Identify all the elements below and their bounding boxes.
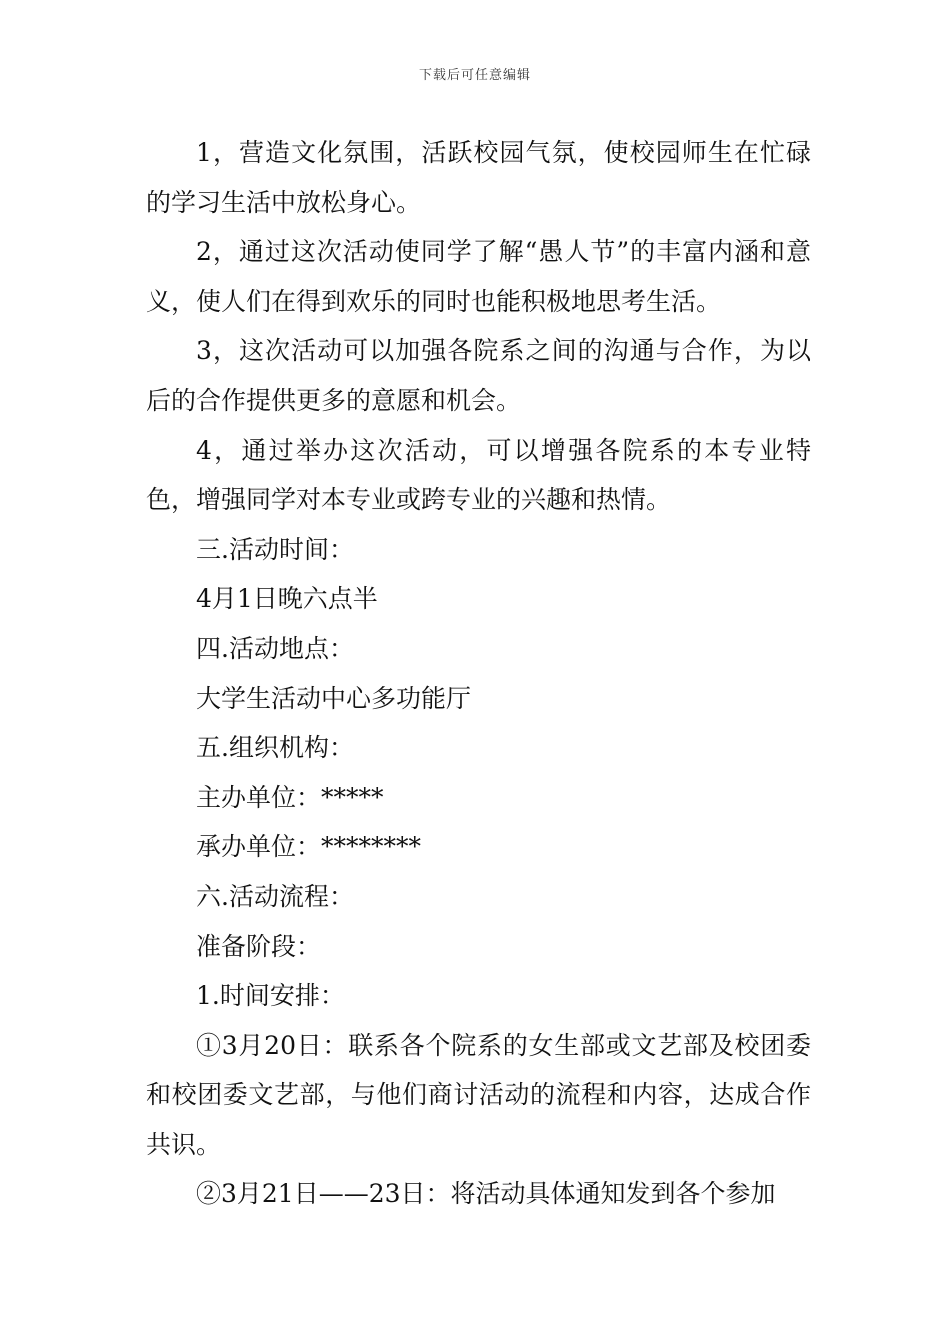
schedule-item-2: ②3月21日——23日：将活动具体通知发到各个参加 bbox=[196, 1179, 776, 1209]
schedule-heading: 1.时间安排： bbox=[196, 981, 345, 1011]
activity-time-text: 4月1日晚六点半 bbox=[196, 584, 378, 614]
document-body bbox=[146, 128, 811, 1219]
organizer-unit-text: 承办单位：******** bbox=[196, 832, 422, 862]
page-header-note: 下载后可任意编辑 bbox=[418, 68, 531, 83]
goal-paragraph-4: 4，通过举办这次活动，可以增强各院系的本专业特色，增强同学对本专业或跨专业的兴趣和热情。 bbox=[146, 435, 811, 515]
section-heading-process: 六.活动流程： bbox=[196, 881, 354, 911]
section-heading-time: 三.活动时间： bbox=[196, 534, 354, 564]
goal-paragraph-1: 1，营造文化氛围，活跃校园气氛，使校园师生在忙碌的学习生活中放松身心。 bbox=[146, 138, 811, 217]
schedule-item-1: ①3月20日：联系各个院系的女生部或文艺部及校团委和校团委文艺部，与他们商讨活动的流程和内容，达成合作共识。 bbox=[146, 1030, 811, 1159]
section-heading-organization: 五.组织机构： bbox=[196, 733, 354, 763]
section-heading-location: 四.活动地点： bbox=[196, 633, 354, 663]
preparation-stage-heading: 准备阶段： bbox=[196, 931, 322, 961]
goal-paragraph-2: 2，通过这次活动使同学了解“愚人节”的丰富内涵和意义，使人们在得到欢乐的同时也能积极地思考生活。 bbox=[146, 237, 811, 316]
host-unit-text: 主办单位：***** bbox=[196, 782, 384, 812]
goal-paragraph-3: 3，这次活动可以加强各院系之间的沟通与合作，为以后的合作提供更多的意愿和机会。 bbox=[146, 336, 811, 415]
activity-location-text: 大学生活动中心多功能厅 bbox=[196, 683, 472, 713]
